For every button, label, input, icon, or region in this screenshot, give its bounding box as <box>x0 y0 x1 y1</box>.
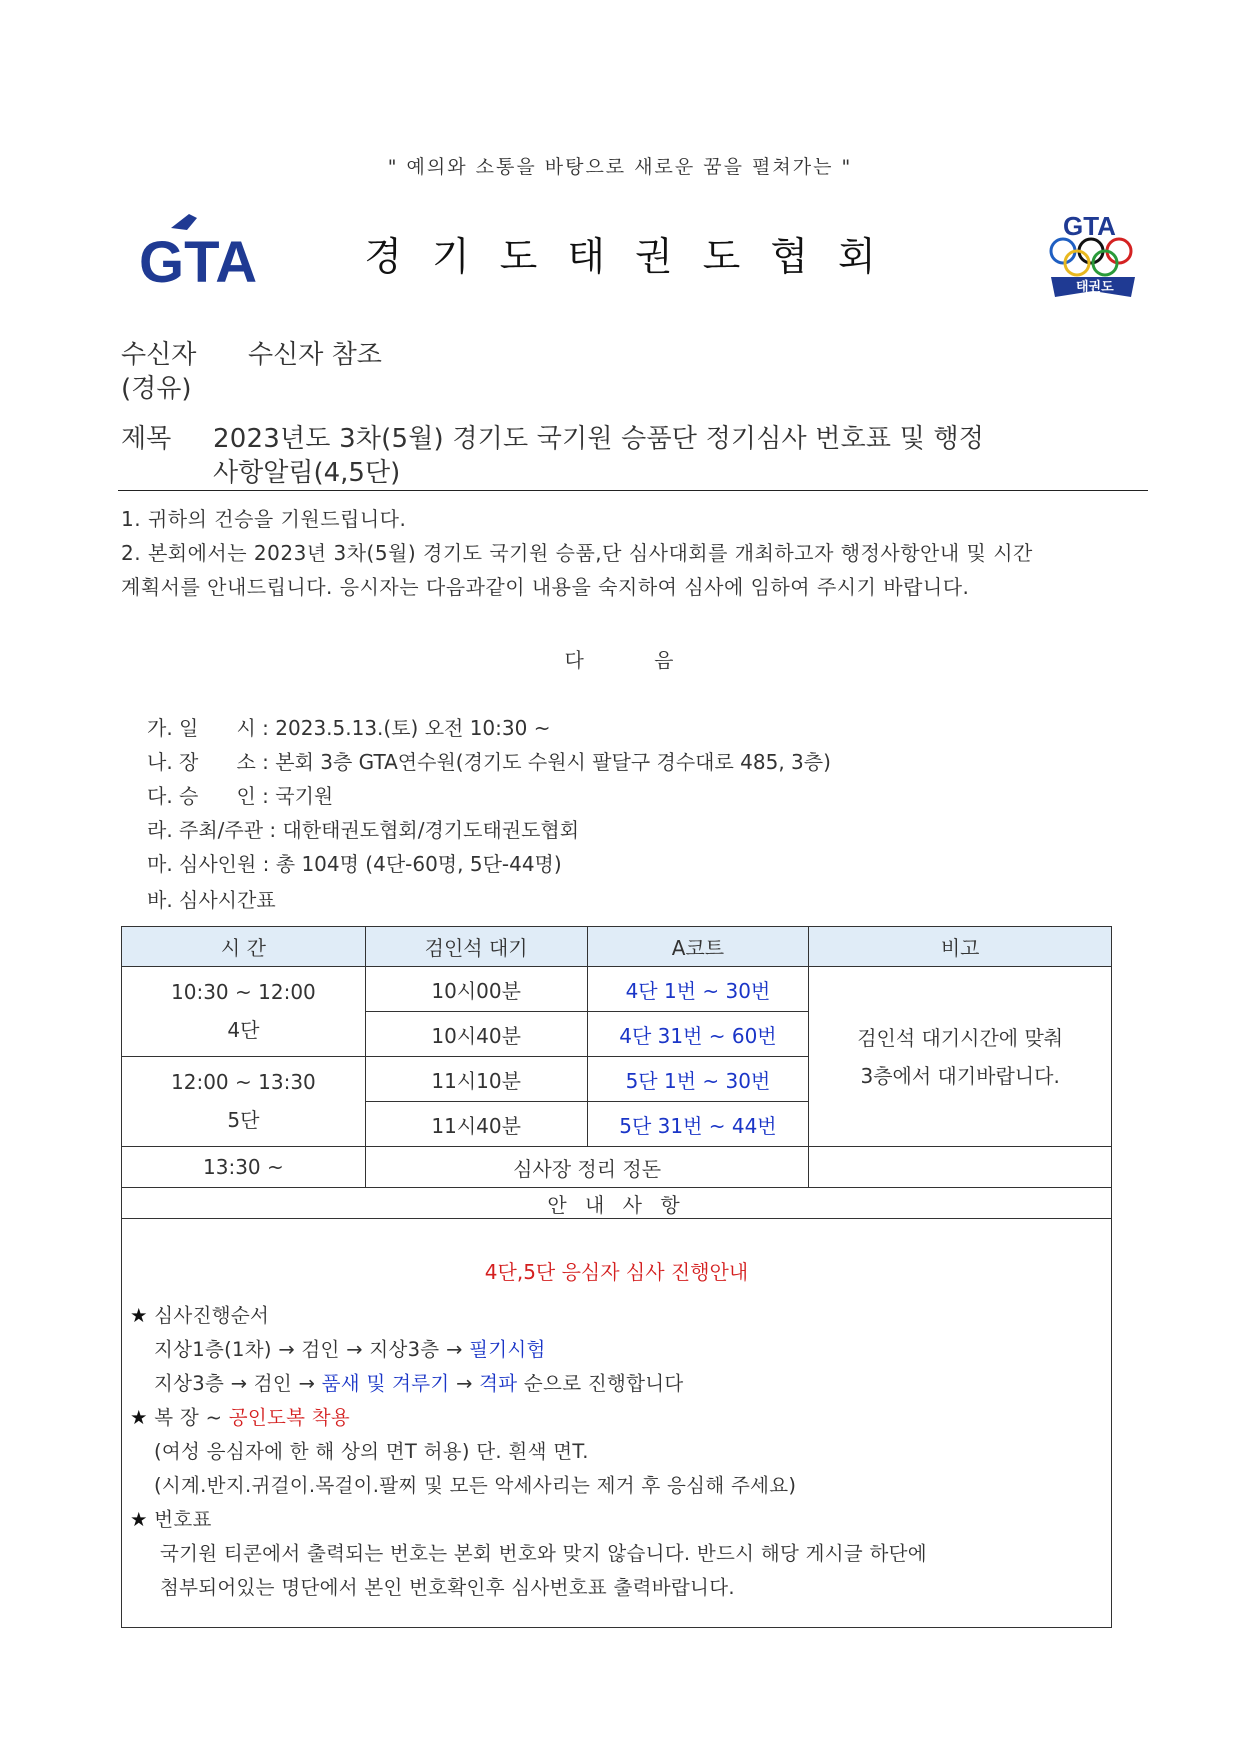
breaking-text: 격파 <box>479 1372 518 1395</box>
table-row <box>122 1147 1112 1188</box>
star-icon: ★ <box>130 1406 148 1429</box>
body-paragraph-2-line-1: 2. 본회에서는 2023년 3차(5월) 경기도 국기원 승품,단 심사대회를 개최하고자 행정사항안내 및 시간 <box>121 541 1033 565</box>
exam-order-line-1: 지상1층(1차) → 검인 → 지상3층 → 필기시험 <box>154 1338 546 1361</box>
group-grade: 4단 <box>227 1018 260 1042</box>
svg-text:태권도: 태권도 <box>1076 280 1114 295</box>
written-test-text: 필기시험 <box>469 1338 546 1361</box>
body-paragraph-1: 1. 귀하의 건승을 기원드립니다. <box>121 507 407 531</box>
center-heading-right: 음 <box>654 648 676 672</box>
org-title: 경기도태권도협회 <box>364 235 906 280</box>
header-time: 시 간 <box>122 927 366 967</box>
wait-time: 10시40분 <box>365 1012 587 1057</box>
group-time: 10:30 ~ 12:00 <box>171 980 316 1004</box>
section-title: 심사진행순서 <box>154 1304 270 1327</box>
subject-line-1: 2023년도 3차(5월) 경기도 국기원 승품단 정기심사 번호표 및 행정 <box>213 424 985 454</box>
schedule-table <box>121 926 1112 1219</box>
table-row <box>122 967 1112 1012</box>
notice-header: 안 내 사 항 <box>122 1188 1112 1219</box>
header-note: 비고 <box>809 927 1112 967</box>
taekwondo-association-emblem <box>1045 207 1141 311</box>
uniform-line-1: (여성 응심자에 한 해 상의 면T 허용) 단. 흰색 면T. <box>154 1440 589 1463</box>
center-heading-left: 다 <box>564 648 586 672</box>
number-tag-line-2: 첨부되어있는 명단에서 본인 번호확인후 심사번호표 출력바랍니다. <box>160 1576 735 1599</box>
via-label: (경유) <box>121 374 192 404</box>
subject-label: 제목 <box>121 424 172 454</box>
subject-divider <box>118 490 1148 491</box>
note-cell <box>809 967 1112 1147</box>
cleanup-text: 심사장 정리 정돈 <box>365 1147 809 1188</box>
group-5dan-cell <box>122 1057 366 1147</box>
item-host: 라. 주최/주관 : 대한태권도협회/경기도태권도협회 <box>147 818 580 842</box>
item-timetable: 바. 심사시간표 <box>147 888 276 912</box>
center-heading <box>0 644 1240 673</box>
group-grade: 5단 <box>227 1108 260 1132</box>
recipient-label: 수신자 <box>121 340 197 370</box>
section-number-tag-heading: ★ 번호표 <box>130 1508 212 1531</box>
notice-header-row <box>122 1188 1112 1219</box>
last-time: 13:30 ~ <box>122 1147 366 1188</box>
section-uniform-heading: ★ 복 장 ~ 공인도복 착용 <box>130 1406 351 1429</box>
wait-time: 10시00분 <box>365 967 587 1012</box>
svg-text:GTA: GTA <box>1063 211 1116 241</box>
star-icon: ★ <box>130 1304 148 1327</box>
note-line-2: 3층에서 대기바랍니다. <box>860 1063 1060 1088</box>
court-range: 4단 31번 ~ 60번 <box>587 1012 809 1057</box>
wait-time: 11시40분 <box>365 1102 587 1147</box>
slogan: " 예의와 소통을 바탕으로 새로운 꿈을 펼쳐가는 " <box>387 156 853 178</box>
court-range: 5단 31번 ~ 44번 <box>587 1102 809 1147</box>
header-court: A코트 <box>587 927 809 967</box>
header-wait: 검인석 대기 <box>365 927 587 967</box>
group-4dan-cell <box>122 967 366 1057</box>
item-date: 가. 일 시 : 2023.5.13.(토) 오전 10:30 ~ <box>147 716 551 740</box>
poomsae-sparring-text: 품새 및 겨루기 <box>321 1372 450 1395</box>
recipient-value: 수신자 참조 <box>248 340 382 370</box>
uniform-line-2: (시계.반지.귀걸이.목걸이.팔찌 및 모든 악세사리는 제거 후 응심해 주세요) <box>154 1474 797 1497</box>
note-line-1: 검인석 대기시간에 맞춰 <box>857 1025 1064 1050</box>
gta-logo-text: GTA <box>139 230 258 295</box>
court-range: 5단 1번 ~ 30번 <box>587 1057 809 1102</box>
table-header-row <box>122 927 1112 967</box>
subject-line-2: 사항알림(4,5단) <box>213 458 401 488</box>
item-approval: 다. 승 인 : 국기원 <box>147 784 334 808</box>
star-icon: ★ <box>130 1508 148 1531</box>
number-tag-line-1: 국기원 티콘에서 출력되는 번호는 본회 번호와 맞지 않습니다. 반드시 해당 게시글 하단에 <box>160 1542 927 1565</box>
court-range: 4단 1번 ~ 30번 <box>587 967 809 1012</box>
item-headcount: 마. 심사인원 : 총 104명 (4단-60명, 5단-44명) <box>147 852 562 876</box>
item-location: 나. 장 소 : 본회 3층 GTA연수원(경기도 수원시 팔달구 경수대로 485, 3층) <box>147 750 831 774</box>
group-time: 12:00 ~ 13:30 <box>171 1070 316 1094</box>
body-paragraph-2-line-2: 계획서를 안내드립니다. 응시자는 다음과같이 내용을 숙지하여 심사에 임하여 주시기 바랍니다. <box>121 575 970 599</box>
wait-time: 11시10분 <box>365 1057 587 1102</box>
notice-box <box>121 1216 1112 1628</box>
section-exam-order-heading <box>130 1300 269 1328</box>
notice-title: 4단,5단 응심자 심사 진행안내 <box>484 1260 749 1284</box>
exam-order-line-2: 지상3층 → 검인 → 품새 및 겨루기 → 격파 순으로 진행합니다 <box>154 1372 684 1395</box>
official-uniform-text: 공인도복 착용 <box>228 1406 351 1429</box>
